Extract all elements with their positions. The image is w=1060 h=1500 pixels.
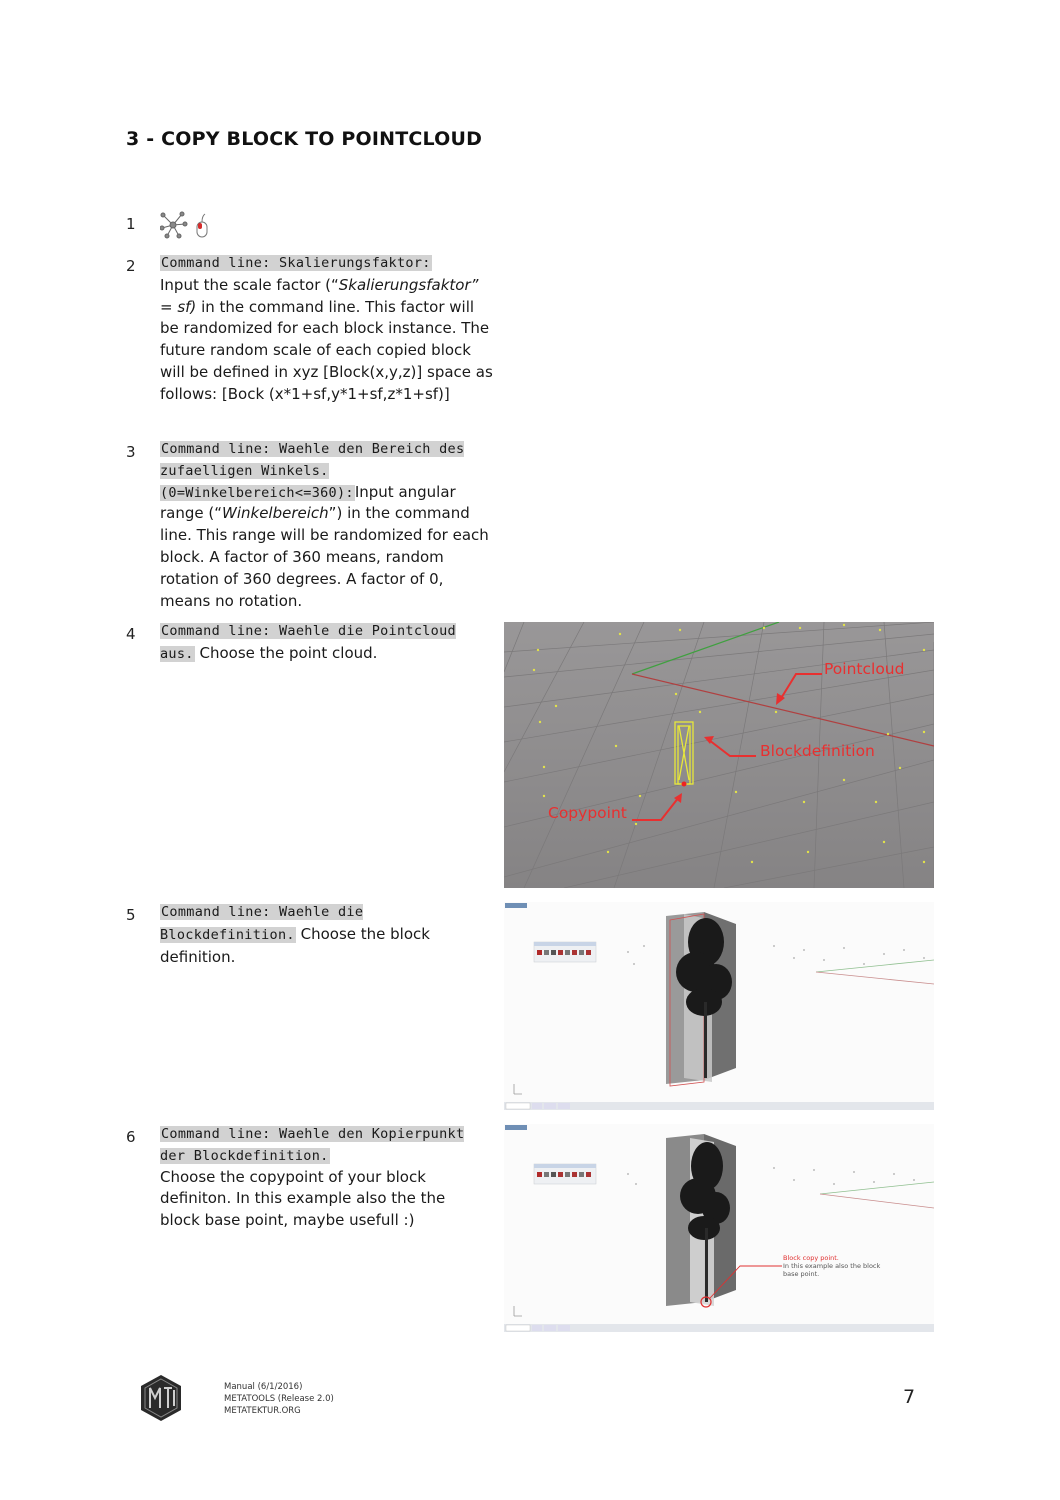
step-text: Choose the block definition. [160, 924, 430, 966]
command-line-prompt: Command line: Skalierungsfaktor: [161, 255, 431, 271]
step-number: 1 [126, 215, 136, 233]
step-4-text [160, 620, 460, 666]
viewport-screenshot-pointcloud [504, 622, 934, 888]
viewport-title-tab [505, 903, 527, 908]
step-text-italic: Skalierungsfaktor” = sf) [160, 275, 479, 316]
viewport-screenshot-blockdefinition [504, 902, 934, 1110]
viewport-title-tab [505, 1125, 527, 1130]
copypoint-annotation [783, 1254, 893, 1278]
step-6-text [160, 1123, 480, 1232]
step-number: 2 [126, 257, 136, 275]
step-text: Choose the point cloud. [194, 643, 378, 662]
step-2-text [160, 252, 495, 406]
step-1-icons [160, 210, 220, 240]
step-5-text [160, 901, 460, 968]
footer-meta [224, 1381, 334, 1417]
step-text: Input the scale factor (“ [160, 275, 339, 294]
step-text-italic: Winkelbereich [222, 504, 329, 523]
pointcloud-label: Pointcloud [824, 660, 905, 678]
annotation-title: Block copy point. [783, 1254, 839, 1262]
blockdefinition-label: Blockdefinition [760, 742, 875, 760]
command-line-prompt: Command line: Waehle die Blockdefinition. [160, 904, 364, 943]
page-number: 7 [903, 1386, 916, 1408]
left-mouse-click-icon [197, 214, 207, 237]
step-number: 3 [126, 443, 136, 461]
step-text: Input angular range (“ [160, 482, 456, 523]
step-text: in the command line. This factor will be randomized for each block instance. The future random scale of each copied block will be defined in xyz [Block(x,y,z)] space as follows: [Bock (x*1+sf,y*1+sf,z*1+sf)] [160, 297, 493, 403]
section-title: 3 - COPY BLOCK TO POINTCLOUD [126, 128, 483, 150]
command-line-prompt: Command line: Waehle die Pointcloud aus. [160, 623, 456, 662]
toolbar-panel [534, 1164, 596, 1184]
viewport-screenshot-copypoint [504, 1124, 934, 1332]
metatektur-logo [140, 1374, 182, 1422]
step-3-text [160, 438, 495, 612]
command-line-prompt: Command line: Waehle den Kopierpunkt der Blockdefinition. [160, 1126, 465, 1164]
pointcloud-copy-icon [160, 212, 187, 238]
footer-release: METATOOLS (Release 2.0) [224, 1394, 334, 1404]
step-text: Choose the copypoint of your block definiton. In this example also the the block base point, maybe usefull :) [160, 1167, 446, 1230]
copypoint-label: Copypoint [548, 804, 627, 822]
toolbar-panel [534, 942, 596, 962]
annotation-text: In this example also the block base point. [783, 1262, 881, 1278]
copypoint-marker [682, 782, 687, 787]
footer-website: METATEKTUR.ORG [224, 1406, 301, 1416]
step-number: 5 [126, 906, 136, 924]
footer-manual-date: Manual (6/1/2016) [224, 1382, 303, 1392]
step-number: 6 [126, 1128, 136, 1146]
command-line-prompt: Command line: Waehle den Bereich des zufaelligen Winkels. (0=Winkelbereich<=360): [160, 441, 465, 501]
step-number: 4 [126, 625, 136, 643]
step-text: ”) in the command line. This range will be randomized for each block. A factor of 360 means, random rotation of 360 degrees. A factor of 0, means no rotation. [160, 504, 489, 610]
